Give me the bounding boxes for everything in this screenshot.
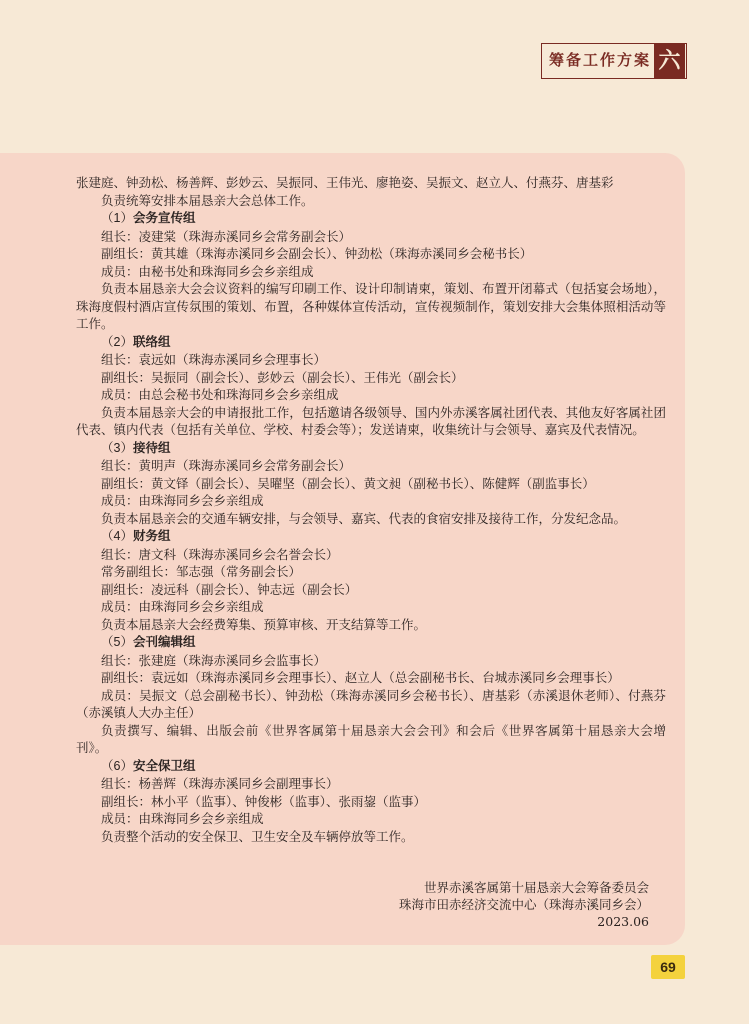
group-line: 成员：由珠海同乡会乡亲组成	[101, 493, 264, 508]
group-line: 成员：由珠海同乡会乡亲组成	[101, 599, 264, 614]
group-duty: 负责本届恳亲大会会议资料的编写印刷工作、设计印制请柬，策划、布置开闭幕式（包括宴会场地），珠海度假村酒店宣传氛围的策划、布置，各种媒体宣传活动，宣传视频制作，策划安排大会集体照相活动等工作。	[76, 281, 666, 331]
page-number: 69	[651, 955, 685, 979]
group-heading	[76, 439, 666, 458]
group-title: 联络组	[132, 333, 171, 349]
group-title: 财务组	[132, 528, 171, 543]
group-number: （6）	[101, 758, 133, 773]
group-line: 组长：杨善辉（珠海赤溪同乡会副理事长）	[101, 776, 339, 791]
chapter-number: 六	[654, 43, 685, 79]
group-title: 会务宣传组	[132, 210, 196, 225]
group-line: 成员：由珠海同乡会乡亲组成	[101, 811, 264, 826]
group-title: 安全保卫组	[132, 757, 196, 773]
group-duty: 负责撰写、编辑、出版会前《世界客属第十届恳亲大会会刊》和会后《世界客属第十届恳亲大会增刊》。	[76, 722, 666, 755]
group-number: （1）	[101, 211, 133, 225]
group-duty: 负责本届恳亲大会经费筹集、预算审核、开支结算等工作。	[101, 616, 427, 632]
signature-block	[399, 879, 649, 930]
signature-organization: 珠海市田赤经济交流中心（珠海赤溪同乡会）	[398, 897, 649, 912]
group-heading	[76, 209, 666, 228]
group-line: 副组长：吴振同（副会长）、彭妙云（副会长）、王伟光（副会长）	[101, 369, 464, 385]
committee-members: 张建庭、钟劲松、杨善辉、彭妙云、吴振同、王伟光、廖艳姿、吴振文、赵立人、付燕芬、唐基彩	[76, 175, 614, 190]
group-duty: 负责整个活动的安全保卫、卫生安全及车辆停放等工作。	[101, 828, 414, 844]
group-number: （4）	[101, 529, 133, 543]
group-number: （3）	[101, 440, 133, 455]
group-heading	[76, 333, 666, 352]
group-title: 接待组	[132, 439, 171, 455]
group-heading	[76, 527, 666, 546]
group-title: 会刊编辑组	[132, 634, 196, 649]
group-duty: 负责本届恳亲会的交通车辆安排，与会领导、嘉宾、代表的食宿安排及接待工作，分发纪念品。	[101, 510, 627, 526]
group-heading	[76, 633, 666, 652]
group-number: （2）	[101, 334, 133, 349]
group-members: 成员：吴振文（总会副秘书长）、钟劲松（珠海赤溪同乡会秘书长）、唐基彩（赤溪退休老师）、付燕芬（赤溪镇人大办主任）	[76, 687, 666, 720]
group-line: 成员：由总会秘书处和珠海同乡会乡亲组成	[101, 387, 339, 402]
group-line: 副组长：林小平（监事）、钟俊彬（监事）、张雨鋆（监事）	[101, 793, 427, 809]
signature-date: 2023.06	[597, 914, 649, 929]
group-line: 组长：张建庭（珠海赤溪同乡会监事长）	[101, 652, 327, 668]
group-duty: 负责本届恳亲大会的申请报批工作，包括邀请各级领导、国内外赤溪客属社团代表、其他友好客属社团代表、镇内代表（包括有关单位、学校、村委会等）；发送请柬，收集统计与会领导、嘉宾及代表情况。	[76, 404, 666, 437]
group-line: 副组长：黄其雄（珠海赤溪同乡会副会长）、钟劲松（珠海赤溪同乡会秘书长）	[101, 246, 533, 261]
group-line: 副组长：凌远科（副会长）、钟志远（副会长）	[101, 581, 358, 597]
group-line: 副组长：袁远如（珠海赤溪同乡会理事长）、赵立人（总会副秘书长、台城赤溪同乡会理事长）	[101, 670, 620, 685]
group-line: 成员：由秘书处和珠海同乡会乡亲组成	[101, 263, 314, 279]
group-line: 组长：凌建棠（珠海赤溪同乡会常务副会长）	[101, 228, 352, 244]
header-title: 筹备工作方案	[549, 51, 652, 69]
overall-duty: 负责统筹安排本届恳亲大会总体工作。	[101, 192, 314, 208]
group-line: 组长：黄明声（珠海赤溪同乡会常务副会长）	[101, 458, 352, 473]
group-heading	[76, 757, 666, 776]
signature-committee: 世界赤溪客属第十届恳亲大会筹备委员会	[423, 880, 649, 895]
body-text	[76, 174, 666, 845]
group-line: 副组长：黄文铎（副会长）、吴曜坚（副会长）、黄文昶（副秘书长）、陈健辉（副监事长）	[101, 475, 595, 491]
group-line: 组长：袁远如（珠海赤溪同乡会理事长）	[101, 352, 327, 367]
group-line: 组长：唐文科（珠海赤溪同乡会名誉会长）	[101, 546, 339, 562]
group-number: （5）	[101, 635, 133, 649]
group-line: 常务副组长：邹志强（常务副会长）	[101, 564, 302, 579]
